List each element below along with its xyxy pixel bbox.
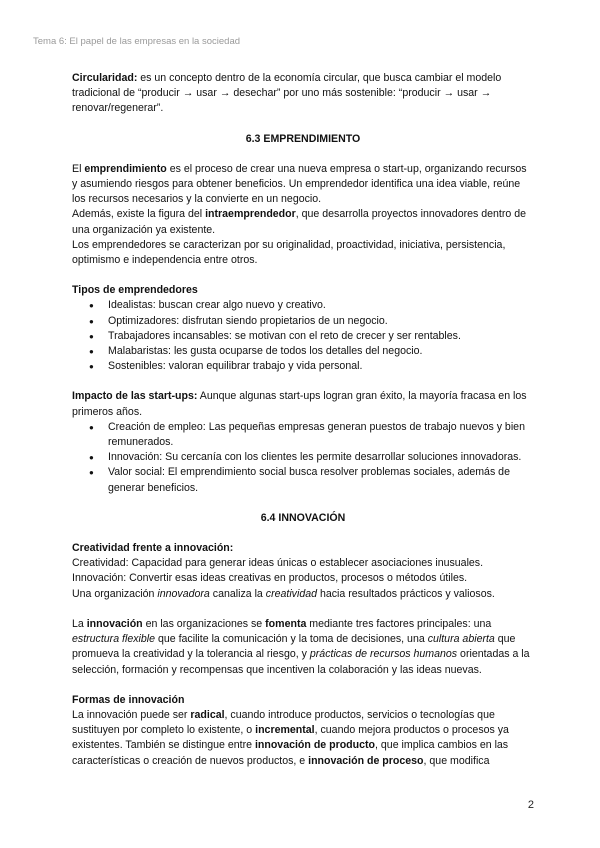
tipos-list [72, 298, 534, 374]
list-item: ● Optimizadores: disfrutan siendo propietarios de un negocio. [72, 314, 534, 329]
fomento-paragraph: La innovación en las organizaciones se fomenta mediante tres factores principales: una estructura flexible que facilite la comunicación y la toma de decisiones, una cultura abierta que promueva la creatividad y la tolerancia al riesgo, y prácticas de recursos humanos orientadas a la selección, formación y recompensas que incentiven la colaboración y las ideas nuevas. [72, 617, 530, 676]
creatividad-heading: Creatividad frente a innovación: [72, 542, 234, 555]
formas-paragraph: La innovación puede ser radical, cuando introduce productos, servicios o tecnologías que sustituyen por completo lo existente, o incremental, cuando mejora productos o procesos ya existentes. También se distingue entre innovación de producto, que implica cambios en las características o creación de nuevos productos, e innovación de proceso, que modifica [72, 708, 509, 767]
list-item: ● Sostenibles: valoran equilibrar trabajo y vida personal. [72, 359, 534, 374]
list-item: ● Valor social: El emprendimiento social busca resolver problemas sociales, además de generar beneficios. [72, 465, 534, 495]
list-item: ● Idealistas: buscan crear algo nuevo y creativo. [72, 298, 534, 313]
impacto-list [72, 420, 534, 496]
emprendedores-traits: Los emprendedores se caracterizan por su originalidad, proactividad, iniciativa, persistencia, optimismo e independencia entre otros. [72, 238, 506, 267]
section-title-emprendimiento: 6.3 EMPRENDIMIENTO [245, 132, 361, 145]
list-item: ● Creación de empleo: Las pequeñas empresas generan puestos de trabajo nuevos y bien remunerados. [72, 420, 534, 450]
tipos-heading: Tipos de emprendedores [72, 284, 198, 297]
running-header: Tema 6: El papel de las empresas en la sociedad [33, 36, 241, 47]
page-content [72, 71, 534, 769]
organizacion-line: Una organización innovadora canaliza la creatividad hacia resultados prácticos y valiosos. [72, 587, 495, 600]
circularidad-paragraph: Circularidad: es un concepto dentro de la economía circular, que busca cambiar el modelo tradicional de “producir → usar → desechar” por uno más sostenible: “producir → usar → renovar/regenerar”. [72, 72, 502, 115]
formas-heading: Formas de innovación [72, 693, 185, 706]
impacto-paragraph: Impacto de las start-ups: Aunque algunas start-ups logran gran éxito, la mayoría fracasa en los primeros años. [72, 390, 527, 418]
section-title-innovacion: 6.4 INNOVACIÓN [260, 511, 346, 524]
page-number: 2 [527, 799, 534, 811]
circularidad-term: Circularidad: [72, 72, 138, 84]
creatividad-line: Creatividad: Capacidad para generar ideas únicas o establecer asociaciones inusuales. [72, 557, 484, 570]
intraemprendedor-paragraph: Además, existe la figura del intraemprendedor, que desarrolla proyectos innovadores dentro de una organización ya existente. [72, 208, 527, 236]
emprendimiento-definition: El emprendimiento es el proceso de crear una nueva empresa o start-up, organizando recursos y asumiendo riesgos para obtener beneficios. Un emprendedor identifica una idea viable, reúne los recursos necesarios y la convierte en un negocio. [72, 162, 527, 206]
innovacion-line: Innovación: Convertir esas ideas creativas en productos, procesos o métodos útiles. [72, 572, 468, 585]
list-item: ● Trabajadores incansables: se motivan con el reto de crecer y ser rentables. [72, 329, 534, 344]
list-item: ● Innovación: Su cercanía con los clientes les permite desarrollar soluciones innovadoras. [72, 450, 534, 465]
list-item: ● Malabaristas: les gusta ocuparse de todos los detalles del negocio. [72, 344, 534, 359]
